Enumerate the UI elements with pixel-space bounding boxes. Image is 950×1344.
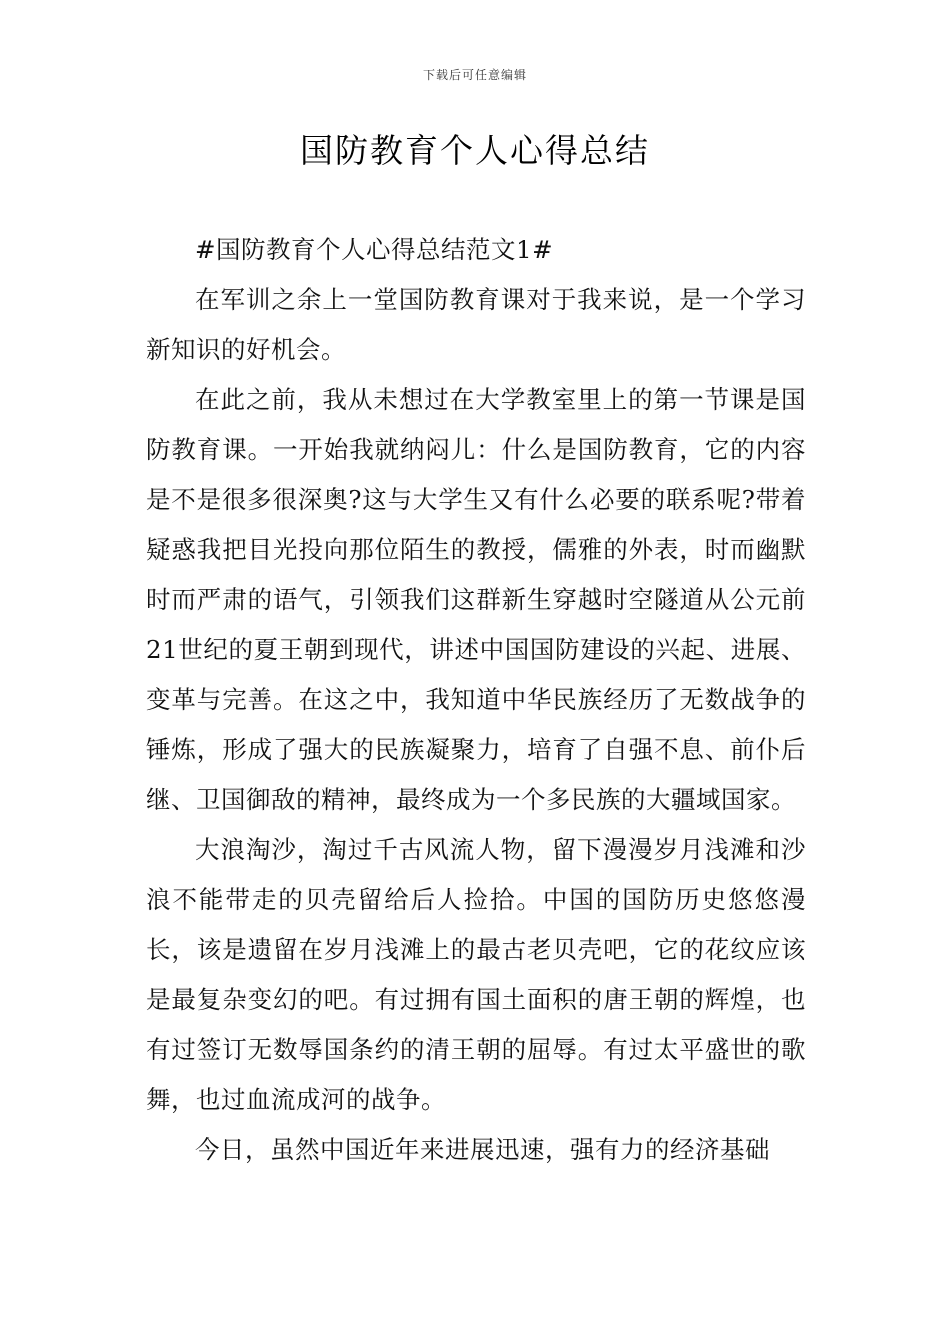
paragraph: 今日，虽然中国近年来进展迅速，强有力的经济基础	[195, 1135, 770, 1164]
document-title: 国防教育个人心得总结	[300, 131, 650, 170]
paragraph: 在军训之余上一堂国防教育课对于我来说，是一个学习新知识的好机会。	[146, 285, 806, 364]
paragraph: 大浪淘沙，淘过千古风流人物，留下漫漫岁月浅滩和沙浪不能带走的贝壳留给后人捡拾。中国的国防历史悠悠漫长，该是遗留在岁月浅滩上的最古老贝壳吧，它的花纹应该是最复杂变幻的吧。有过拥有国土面积的唐王朝的辉煌，也有过签订无数辱国条约的清王朝的屈辱。有过太平盛世的歌舞，也过血流成河的战争。	[146, 835, 806, 1114]
section-heading: #国防教育个人心得总结范文1#	[195, 235, 554, 264]
document-body	[146, 225, 806, 1175]
header-note: 下载后可任意编辑	[422, 68, 527, 82]
paragraph: 在此之前，我从未想过在大学教室里上的第一节课是国防教育课。一开始我就纳闷儿：什么是国防教育，它的内容是不是很多很深奥?这与大学生又有什么必要的联系呢?带着疑惑我把目光投向那位陌生的教授，儒雅的外表，时而幽默时而严肃的语气，引领我们这群新生穿越时空隧道从公元前21世纪的夏王朝到现代，讲述中国国防建设的兴起、进展、变革与完善。在这之中，我知道中华民族经历了无数战争的锤炼，形成了强大的民族凝聚力，培育了自强不息、前仆后继、卫国御敌的精神，最终成为一个多民族的大疆域国家。	[146, 385, 806, 814]
